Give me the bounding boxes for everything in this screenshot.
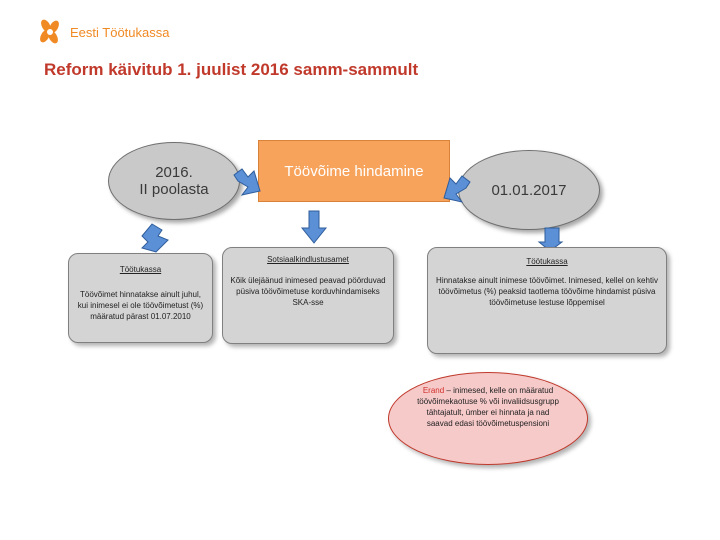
- box-heading: Sotsiaalkindlustusamet: [267, 255, 349, 264]
- exception-ellipse: [388, 372, 588, 465]
- ellipse-date-text: 01.01.2017: [491, 181, 567, 199]
- box-heading: Töötukassa: [526, 257, 568, 266]
- arrow-down-right-icon: [230, 165, 264, 199]
- info-box-tootukassa-right: [427, 247, 667, 354]
- info-box-tootukassa-left: [68, 253, 213, 343]
- exception-text: – inimesed, kelle on määratud töövõimekaotuse % või invaliidsusgrupp tähtajatult, ümber ei hinnata ja nad saavad edasi töövõimetuspensioni: [417, 386, 559, 428]
- center-heading-box: [258, 140, 450, 202]
- arrow-down-left-icon: [138, 222, 172, 254]
- exception-label: Erand: [422, 386, 445, 395]
- arrow-down-left-2-icon: [440, 172, 474, 206]
- box-heading: Töötukassa: [119, 265, 162, 274]
- box-body: Hinnatakse ainult inimese töövõimet. Inimesed, kellel on kehtiv töövõimetus (%) peaksid taotlema töövõime hindamist püsiva töövõimetuse lestuse lõppemisel: [436, 276, 658, 307]
- arrow-down-center-icon: [300, 210, 328, 244]
- brand-logo: [36, 18, 169, 46]
- box-body: Töövõimet hinnatakse ainult juhul, kui inimesel ei ole töövõimetust (%) määratud pärast 01.07.2010: [77, 290, 204, 321]
- box-body: Kõik ülejäänud inimesed peavad pöörduvad püsiva töövõimetuse korduvhindamiseks SKA-sse: [230, 276, 386, 307]
- timeline-ellipse-2017: [458, 150, 600, 230]
- center-heading-text: Töövõime hindamine: [284, 163, 424, 180]
- page-title: Reform käivitub 1. juulist 2016 samm-sammult: [44, 60, 419, 79]
- logo-text: Eesti Töötukassa: [70, 24, 170, 40]
- info-box-ska: [222, 247, 394, 344]
- ellipse-line-1: 2016.: [155, 164, 193, 181]
- ellipse-line-2: II poolasta: [139, 181, 209, 198]
- timeline-ellipse-2016: [108, 142, 240, 220]
- logo-icon: [36, 18, 64, 46]
